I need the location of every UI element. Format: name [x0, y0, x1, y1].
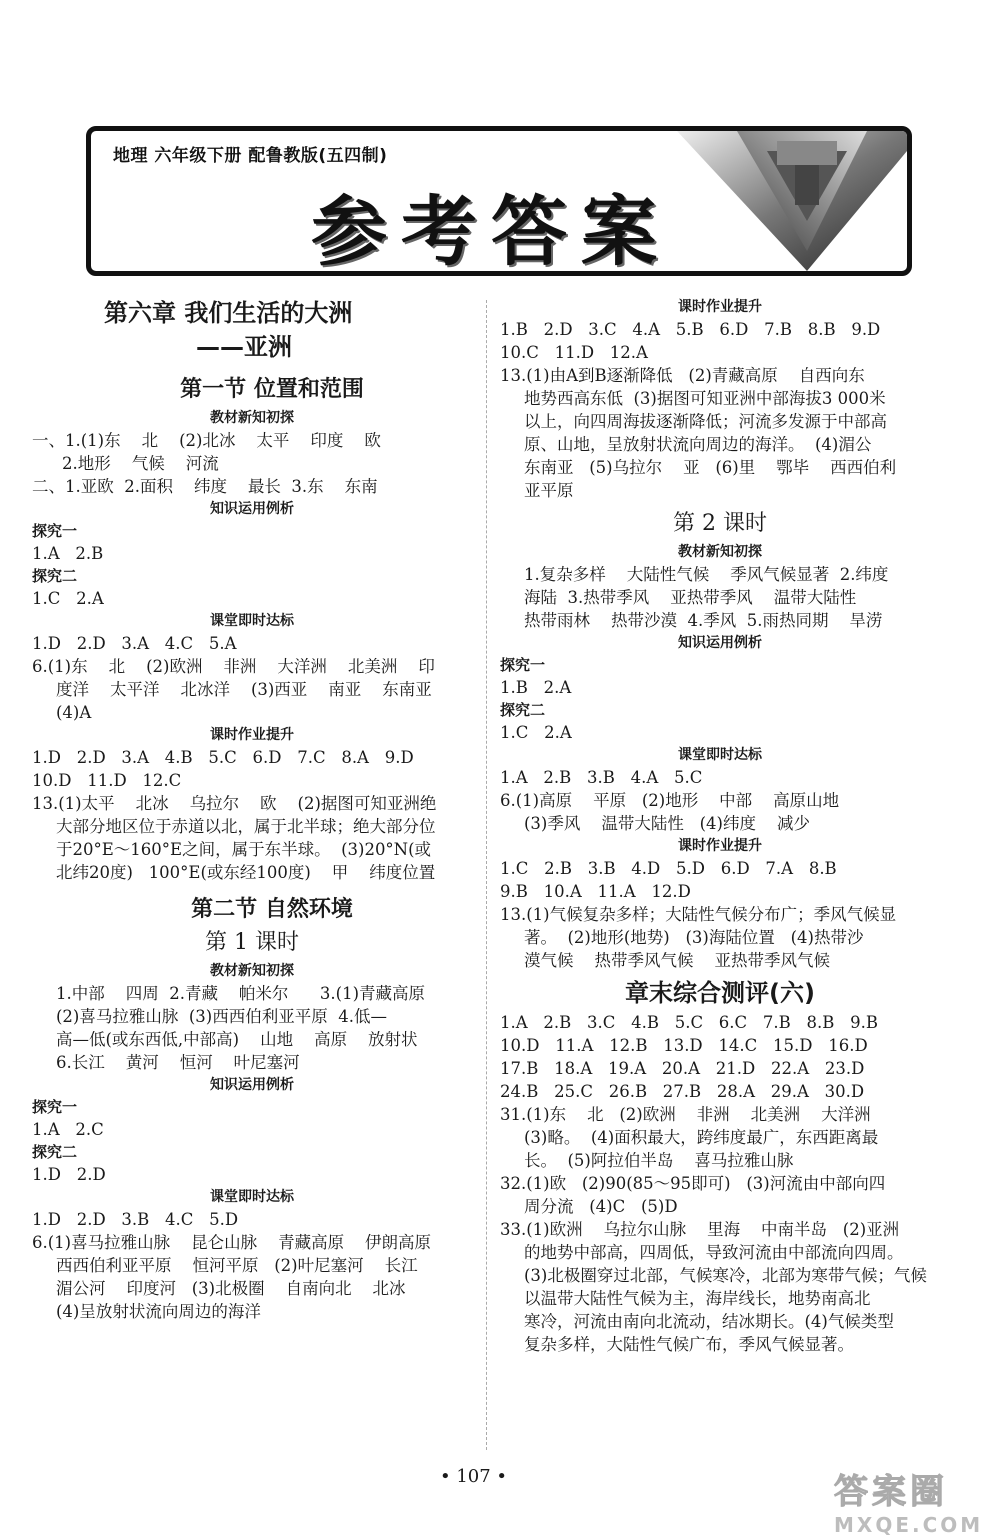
answer-line: 1.D 2.D 3.A 4.B 5.C 6.D 7.C 8.A 9.D [32, 748, 414, 767]
answer-line: 热带雨林 热带沙漠 4.季风 5.雨热同期 旱涝 [524, 611, 883, 630]
answer-line: 6.(1)喜马拉雅山脉 昆仑山脉 青藏高原 伊朗高原 [32, 1233, 432, 1252]
answer-line: 寒冷，河流由南向北流动，结冰期长。(4)气候类型 [524, 1312, 894, 1331]
answer-line: 6.(1)东 北 (2)欧洲 非洲 大洋洲 北美洲 印 [32, 657, 435, 676]
answer-line: 二、1.亚欧 2.面积 纬度 最长 3.东 东南 [32, 477, 378, 496]
answer-line: 1.中部 四周 2.青藏 帕米尔 3.(1)青藏高原 [56, 984, 426, 1003]
answer-line: 湄公河 印度河 (3)北极圈 自南向北 北冰 [56, 1279, 406, 1298]
subsection-heading: 课时作业提升 [678, 838, 762, 854]
column-divider [486, 300, 487, 1450]
subsection-heading: 知识运用例析 [678, 635, 762, 651]
page-number: • 107 • [440, 1466, 508, 1487]
explore-heading: 探究二 [32, 567, 78, 585]
answer-line: 以上，向四周海拔逐渐降低；河流多发源于中部高 [524, 412, 887, 431]
answer-line: 高—低(或东西低,中部高) 山地 高原 放射状 [56, 1030, 418, 1049]
subsection-heading: 教材新知初探 [210, 410, 294, 426]
banner-decoration-icon [657, 131, 907, 271]
answer-line: 长。 (5)阿拉伯半岛 喜马拉雅山脉 [524, 1151, 794, 1170]
answer-line: 31.(1)东 北 (2)欧洲 非洲 北美洲 大洋洲 [500, 1105, 871, 1124]
explore-heading: 探究一 [32, 1098, 78, 1116]
subsection-heading: 知识运用例析 [210, 501, 294, 517]
answer-line: 亚平原 [524, 481, 574, 500]
explore-heading: 探究一 [32, 522, 78, 540]
chapter-title: 第六章 我们生活的大洲 [104, 299, 353, 327]
subsection-heading: 课堂即时达标 [678, 747, 762, 763]
answer-line: 33.(1)欧洲 乌拉尔山脉 里海 中南半岛 (2)亚洲 [500, 1220, 900, 1239]
answer-line: 1.C 2.B 3.B 4.D 5.D 6.D 7.A 8.B [500, 859, 837, 878]
answer-line: 大部分地区位于赤道以北，属于北半球；绝大部分位 [56, 817, 436, 836]
answer-line: 的地势中部高，四周低，导致河流由中部流向四周。 [524, 1243, 904, 1262]
answer-line: 复杂多样，大陆性气候广布，季风气候显著。 [524, 1335, 854, 1354]
answer-line: (3)北极圈穿过北部，气候寒冷，北部为寒带气候；气候 [524, 1266, 927, 1285]
answer-line: 1.C 2.A [32, 589, 104, 608]
answer-line: 1.D 2.D 3.A 4.C 5.A [32, 634, 237, 653]
answer-line: 1.A 2.B [32, 544, 104, 563]
chapter-subtitle: ——亚洲 [196, 333, 292, 361]
answer-line: 6.长江 黄河 恒河 叶尼塞河 [56, 1053, 300, 1072]
subsection-heading: 课时作业提升 [678, 299, 762, 315]
answer-line: 1.D 2.D [32, 1165, 106, 1184]
banner-title: 参考答案 [311, 187, 671, 276]
answer-line: 周分流 (4)C (5)D [524, 1197, 678, 1216]
right-answer-column [500, 296, 940, 1356]
answer-line: 1.B 2.D 3.C 4.A 5.B 6.D 7.B 8.B 9.D [500, 320, 881, 339]
answer-line: 于20°E～160°E之间，属于东半球。 (3)20°N(或 [56, 840, 432, 859]
lesson-title: 第 2 课时 [673, 511, 767, 536]
watermark-logo [834, 1464, 984, 1537]
answer-line: 2.地形 气候 河流 [62, 454, 219, 473]
answer-line: 海陆 3.热带季风 亚热带季风 温带大陆性 [524, 588, 857, 607]
answer-line: 24.B 25.C 26.B 27.B 28.A 29.A 30.D [500, 1082, 865, 1101]
answer-line: (4)呈放射状流向周边的海洋 [56, 1302, 261, 1321]
answer-line: 原、山地，呈放射状流向周边的海洋。 (4)湄公 [524, 435, 872, 454]
answer-line: 1.D 2.D 3.B 4.C 5.D [32, 1210, 239, 1229]
title-banner [86, 126, 912, 276]
lesson-title: 第 1 课时 [205, 930, 299, 955]
answer-line: 1.复杂多样 大陆性气候 季风气候显著 2.纬度 [524, 565, 889, 584]
answer-line: 10.D 11.D 12.C [32, 771, 182, 790]
answer-line: 漠气候 热带季风气候 亚热带季风气候 [524, 951, 830, 970]
answer-line: 9.B 10.A 11.A 12.D [500, 882, 691, 901]
answer-line: 1.C 2.A [500, 723, 572, 742]
explore-heading: 探究一 [500, 656, 546, 674]
subsection-heading: 课时作业提升 [210, 727, 294, 743]
answer-line: 东南亚 (5)乌拉尔 亚 (6)里 鄂毕 西西伯利 [524, 458, 897, 477]
section-title: 第二节 自然环境 [191, 897, 353, 922]
answer-line: 1.B 2.A [500, 678, 572, 697]
answer-line: 1.A 2.B 3.B 4.A 5.C [500, 768, 703, 787]
subsection-heading: 知识运用例析 [210, 1077, 294, 1093]
answer-line: 度洋 太平洋 北冰洋 (3)西亚 南亚 东南亚 [56, 680, 432, 699]
answer-line: 1.A 2.B 3.C 4.B 5.C 6.C 7.B 8.B 9.B [500, 1013, 878, 1032]
subsection-heading: 课堂即时达标 [210, 1189, 294, 1205]
subsection-heading: 教材新知初探 [210, 963, 294, 979]
answer-line: 32.(1)欧 (2)90(85～95即可) (3)河流由中部向四 [500, 1174, 886, 1193]
answer-line: 地势西高东低 (3)据图可知亚洲中部海拔3 000米 [524, 389, 886, 408]
answer-line: 10.D 11.A 12.B 13.D 14.C 15.D 16.D [500, 1036, 868, 1055]
explore-heading: 探究二 [32, 1143, 78, 1161]
watermark-bottom: MXQE.COM [834, 1513, 984, 1537]
answer-line: 北纬20度) 100°E(或东经100度) 甲 纬度位置 [56, 863, 436, 882]
answer-line: 著。 (2)地形(地势) (3)海陆位置 (4)热带沙 [524, 928, 864, 947]
answer-line: 1.A 2.C [32, 1120, 104, 1139]
answer-line: 一、1.(1)东 北 (2)北冰 太平 印度 欧 [32, 431, 381, 450]
answer-line: 6.(1)高原 平原 (2)地形 中部 高原山地 [500, 791, 840, 810]
answer-line: (2)喜马拉雅山脉 (3)西西伯利亚平原 4.低— [56, 1007, 387, 1026]
answer-line: 西西伯利亚平原 恒河平原 (2)叶尼塞河 长江 [56, 1256, 418, 1275]
answer-line: (4)A [56, 703, 92, 722]
answer-line: 17.B 18.A 19.A 20.A 21.D 22.A 23.D [500, 1059, 865, 1078]
answer-line: 13.(1)由A到B逐渐降低 (2)青藏高原 自西向东 [500, 366, 865, 385]
explore-heading: 探究二 [500, 701, 546, 719]
answer-line: 13.(1)太平 北冰 乌拉尔 欧 (2)据图可知亚洲绝 [32, 794, 437, 813]
left-answer-column [32, 296, 472, 1323]
subsection-heading: 课堂即时达标 [210, 613, 294, 629]
banner-subtitle: 地理 六年级下册 配鲁教版(五四制) [113, 146, 388, 166]
answer-line: 10.C 11.D 12.A [500, 343, 648, 362]
section-title: 第一节 位置和范围 [180, 377, 364, 402]
answer-line: 以温带大陆性气候为主，海岸线长，地势南高北 [524, 1289, 871, 1308]
watermark-top: 答案圈 [834, 1472, 948, 1512]
answer-line: (3)略。 (4)面积最大，跨纬度最广，东西距离最 [524, 1128, 879, 1147]
subsection-heading: 教材新知初探 [678, 544, 762, 560]
review-title: 章末综合测评(六) [625, 979, 815, 1007]
answer-line: (3)季风 温带大陆性 (4)纬度 减少 [524, 814, 810, 833]
answer-line: 13.(1)气候复杂多样；大陆性气候分布广；季风气候显 [500, 905, 897, 924]
